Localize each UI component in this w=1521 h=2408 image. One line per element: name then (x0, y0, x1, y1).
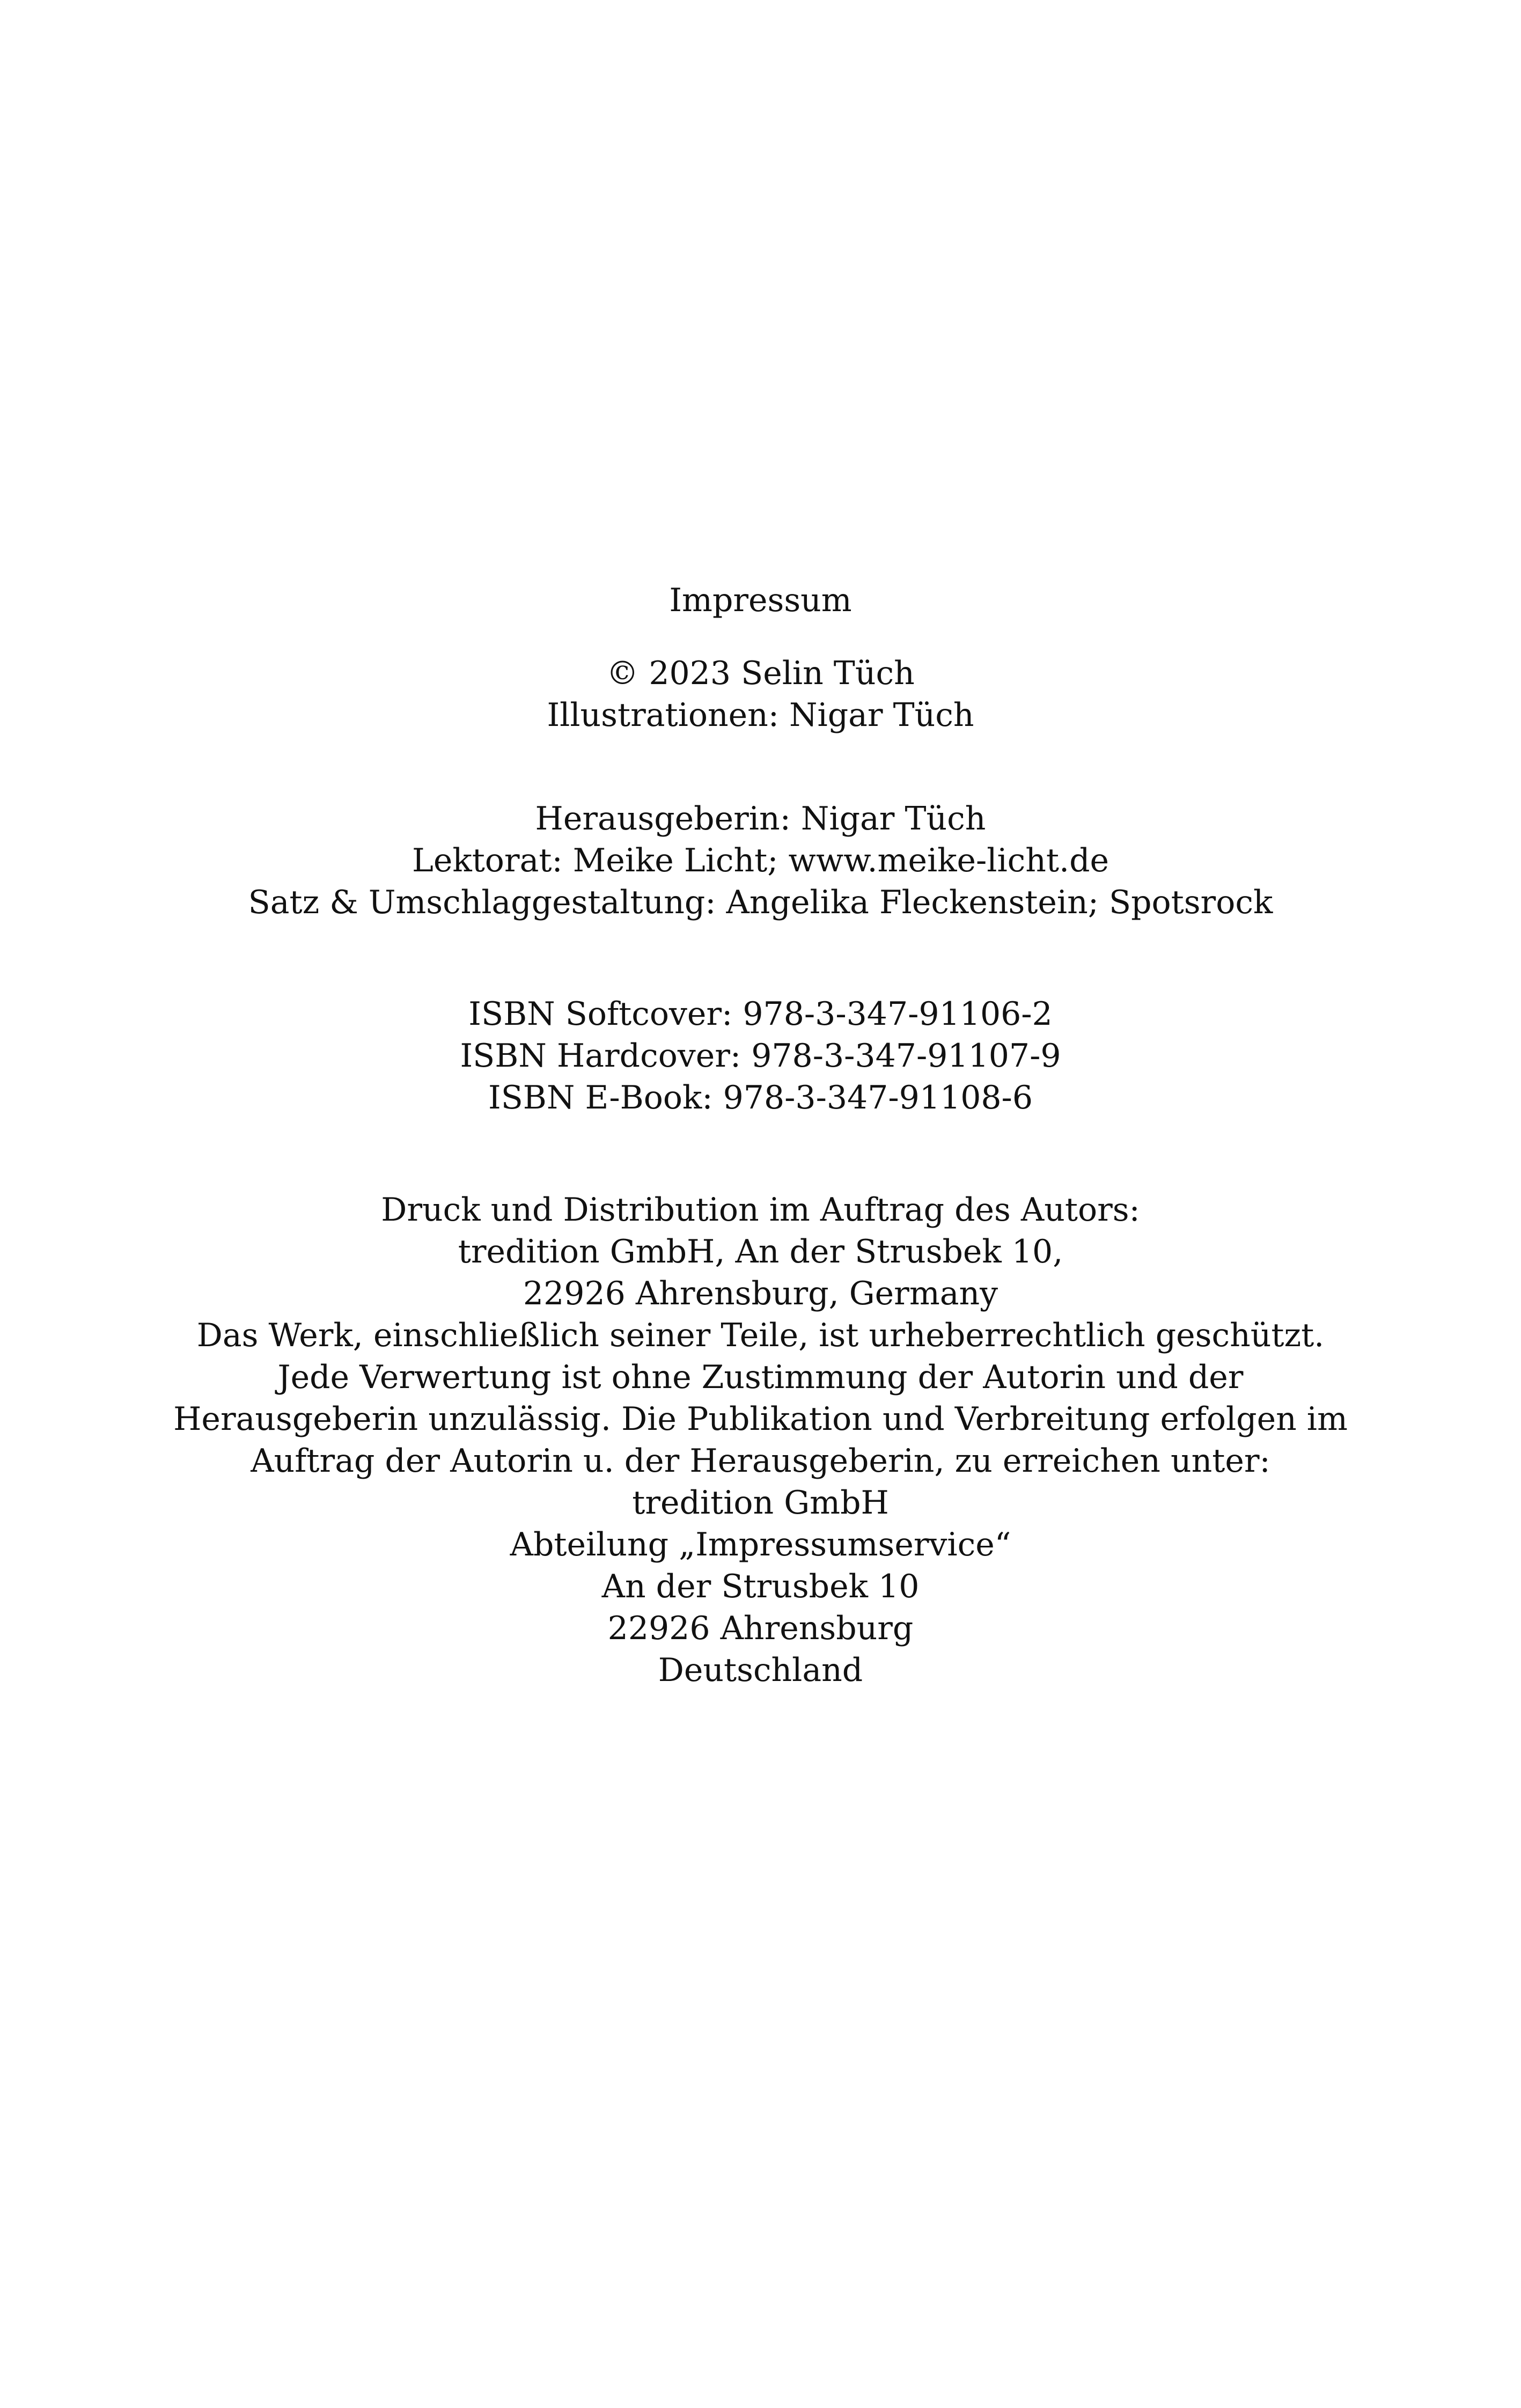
distribution-line: tredition GmbH, An der Strusbek 10, (458, 1233, 1063, 1271)
illustrations-line: Illustrationen: Nigar Tüch (547, 696, 974, 734)
isbn-hardcover: ISBN Hardcover: 978-3-347-91107-9 (460, 1037, 1061, 1075)
distribution-line: An der Strusbek 10 (601, 1568, 920, 1605)
imprint-heading-block (0, 579, 1521, 621)
distribution-line: tredition GmbH (632, 1484, 889, 1522)
distribution-line: Abteilung „Impressumservice“ (510, 1526, 1011, 1563)
imprint-title: Impressum (669, 582, 852, 619)
isbn-ebook: ISBN E-Book: 978-3-347-91108-6 (488, 1079, 1033, 1117)
isbn-softcover: ISBN Softcover: 978-3-347-91106-2 (468, 995, 1053, 1033)
distribution-line: Auftrag der Autorin u. der Herausgeberin, zu erreichen unter: (251, 1442, 1270, 1480)
typesetting-line: Satz & Umschlaggestaltung: Angelika Fleckenstein; Spotsrock (248, 884, 1273, 921)
distribution-line: Herausgeberin unzulässig. Die Publikation und Verbreitung erfolgen im (173, 1400, 1348, 1438)
distribution-line: Das Werk, einschließlich seiner Teile, ist urheberrechtlich geschützt. (196, 1317, 1325, 1354)
distribution-line: 22926 Ahrensburg, Germany (523, 1275, 998, 1312)
distribution-line: Deutschland (658, 1651, 863, 1689)
distribution-line: Druck und Distribution im Auftrag des Autors: (381, 1191, 1140, 1229)
distribution-block (0, 1189, 1521, 1691)
copyright-line: © 2023 Selin Tüch (606, 655, 915, 692)
distribution-line: 22926 Ahrensburg (607, 1610, 914, 1647)
isbn-block (0, 993, 1521, 1119)
distribution-line: Jede Verwertung ist ohne Zustimmung der Autorin und der (277, 1359, 1244, 1396)
credits-block (0, 798, 1521, 923)
editing-line: Lektorat: Meike Licht; www.meike-licht.de (412, 842, 1109, 879)
copyright-block (0, 652, 1521, 736)
publisher-line: Herausgeberin: Nigar Tüch (535, 800, 986, 838)
